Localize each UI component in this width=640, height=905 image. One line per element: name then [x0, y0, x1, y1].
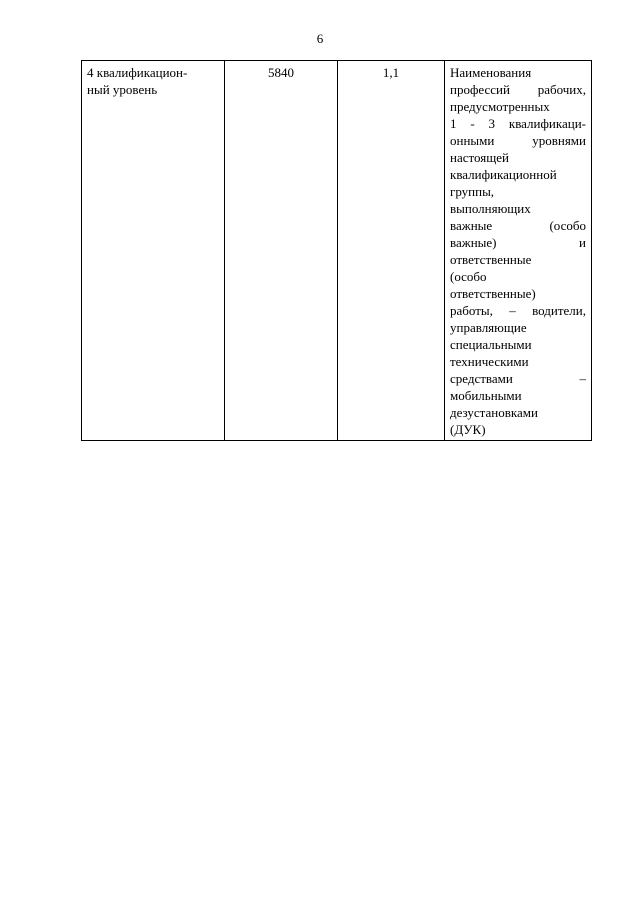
profession-description-line: [450, 302, 586, 319]
description-word: важные: [450, 218, 493, 233]
page-number: 6: [316, 31, 324, 46]
profession-description-line: [450, 132, 586, 149]
qualification-table: [81, 60, 592, 441]
table-row: [82, 61, 592, 441]
description-word: профессий: [450, 82, 510, 97]
description-word: ответственные: [450, 252, 532, 267]
salary-cell: 5840: [225, 61, 338, 441]
description-word: предусмотренных: [450, 99, 550, 114]
qualification-level-cell: [82, 61, 225, 441]
profession-description-cell: [445, 61, 592, 441]
description-word: 1: [450, 116, 457, 131]
profession-description-line: [450, 421, 586, 438]
profession-description-line: [450, 166, 586, 183]
description-word: мобильными: [450, 388, 522, 403]
description-word: настоящей: [450, 150, 509, 165]
description-word: группы,: [450, 184, 495, 199]
qualification-level-line: ный уровень: [87, 82, 158, 97]
profession-description-line: [450, 234, 586, 251]
description-word: Наименования: [450, 65, 532, 80]
description-word: квалификационной: [450, 167, 557, 182]
profession-description-line: [450, 64, 586, 81]
profession-description-line: [450, 183, 586, 200]
description-word: рабочих,: [537, 82, 586, 97]
profession-description-line: [450, 404, 586, 421]
profession-description-line: [450, 149, 586, 166]
profession-description-line: [450, 285, 586, 302]
description-word: техническими: [450, 354, 529, 369]
description-word: квалификаци-: [508, 116, 586, 131]
description-word: специальными: [450, 337, 532, 352]
coefficient-cell: 1,1: [338, 61, 445, 441]
profession-description-line: [450, 200, 586, 217]
description-word: работы,: [450, 303, 493, 318]
description-word: дезустановками: [450, 405, 538, 420]
description-word: выполняющих: [450, 201, 531, 216]
profession-description-line: [450, 336, 586, 353]
profession-description-line: [450, 387, 586, 404]
description-word: управляющие: [450, 320, 527, 335]
description-word: и: [579, 235, 586, 250]
description-word: –: [509, 303, 516, 318]
profession-description-line: [450, 370, 586, 387]
description-word: -: [470, 116, 475, 131]
description-word: водители,: [532, 303, 586, 318]
description-word: важные): [450, 235, 497, 250]
profession-description-line: [450, 268, 586, 285]
profession-description-line: [450, 251, 586, 268]
profession-description-line: [450, 98, 586, 115]
qualification-level-line: 4 квалификацион-: [87, 65, 188, 80]
profession-description-line: [450, 115, 586, 132]
description-word: уровнями: [532, 133, 586, 148]
description-word: (ДУК): [450, 422, 486, 437]
description-word: онными: [450, 133, 495, 148]
description-word: –: [579, 371, 586, 386]
description-word: средствами: [450, 371, 513, 386]
description-word: (особо: [450, 269, 487, 284]
description-word: 3: [488, 116, 496, 131]
profession-description-line: [450, 353, 586, 370]
profession-description-line: [450, 217, 586, 234]
profession-description-line: [450, 81, 586, 98]
description-word: (особо: [549, 218, 586, 233]
profession-description-line: [450, 319, 586, 336]
description-word: ответственные): [450, 286, 536, 301]
